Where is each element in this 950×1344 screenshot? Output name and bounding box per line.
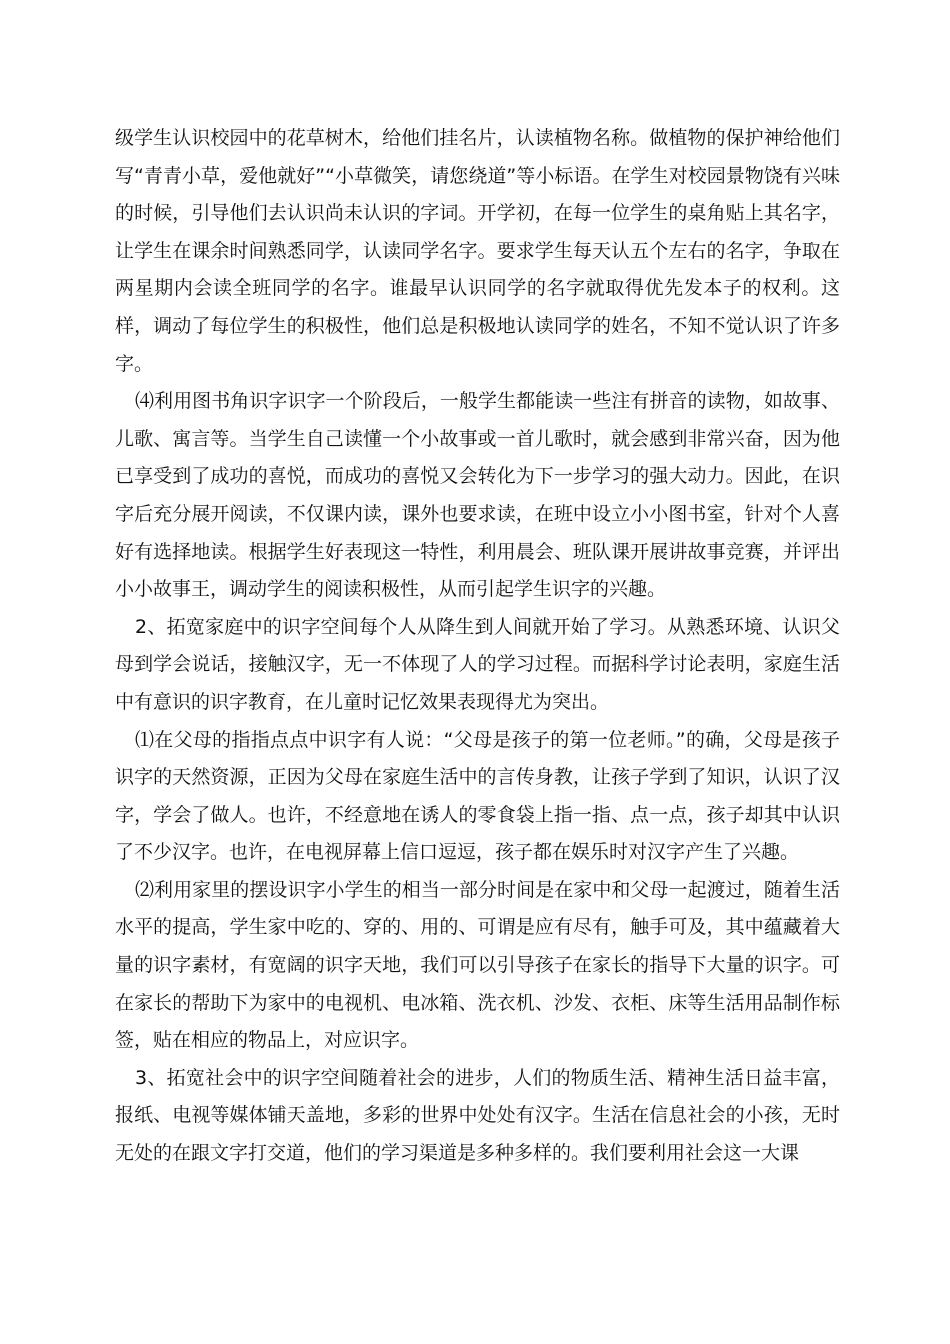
document-body (115, 120, 840, 1173)
paragraph-campus-literacy: 级学生认识校园中的花草树木，给他们挂名片，认读植物名称。做植物的保护神给他们写“青青小草，爱他就好”“小草微笑，请您绕道”等小标语。在学生对校园景物饶有兴味的时候，引导他们去认识尚未认识的字词。开学初，在每一位学生的桌角贴上其名字，让学生在课余时间熟悉同学，认读同学名字。要求学生每天认五个左右的名字，争取在两星期内会读全班同学的名字。谁最早认识同学的名字就取得优先发本子的权利。这样，调动了每位学生的积极性，他们总是积极地认读同学的姓名，不知不觉认识了许多字。 (115, 127, 840, 375)
paragraph-family-space: 2、拓宽家庭中的识字空间每个人从降生到人间就开始了学习。从熟悉环境、认识父母到学会说话，接触汉字，无一不体现了人的学习过程。而据科学讨论表明，家庭生活中有意识的识字教育，在儿童时记忆效果表现得尤为突出。 (115, 615, 840, 713)
paragraph-parents-guidance: ⑴在父母的指指点点中识字有人说：“父母是孩子的第一位老师。”的确，父母是孩子识字的天然资源，正因为父母在家庭生活中的言传身教，让孩子学到了知识，认识了汉字，学会了做人。也许，不经意地在诱人的零食袋上指一指、点一点，孩子却其中认识了不少汉字。也许，在电视屏幕上信口逗逗，孩子都在娱乐时对汉字产生了兴趣。 (115, 728, 840, 864)
paragraph-book-corner: ⑷利用图书角识字识字一个阶段后，一般学生都能读一些注有拼音的读物，如故事、儿歌、寓言等。当学生自己读懂一个小故事或一首儿歌时，就会感到非常兴奋，因为他已享受到了成功的喜悦，而成功的喜悦又会转化为下一步学习的强大动力。因此，在识字后充分展开阅读，不仅课内读，课外也要求读，在班中设立小小图书室，针对个人喜好有选择地读。根据学生好表现这一特性，利用晨会、班队课开展讲故事竞赛，并评出小小故事王，调动学生的阅读积极性，从而引起学生识字的兴趣。 (115, 390, 840, 601)
paragraph-social-space: 3、拓宽社会中的识字空间随着社会的进步，人们的物质生活、精神生活日益丰富，报纸、电视等媒体铺天盖地，多彩的世界中处处有汉字。生活在信息社会的小孩，无时无处的在跟文字打交道，他们的学习渠道是多种多样的。我们要利用社会这一大课 (115, 1066, 840, 1165)
paragraph-home-furnishings: ⑵利用家里的摆设识字小学生的相当一部分时间是在家中和父母一起渡过，随着生活水平的提高，学生家中吃的、穿的、用的、可谓是应有尽有，触手可及，其中蕴藏着大量的识字素材，有宽阔的识字天地，我们可以引导孩子在家长的指导下大量的识字。可在家长的帮助下为家中的电视机、电冰箱、洗衣机、沙发、衣柜、床等生活用品制作标签，贴在相应的物品上，对应识字。 (115, 878, 840, 1052)
